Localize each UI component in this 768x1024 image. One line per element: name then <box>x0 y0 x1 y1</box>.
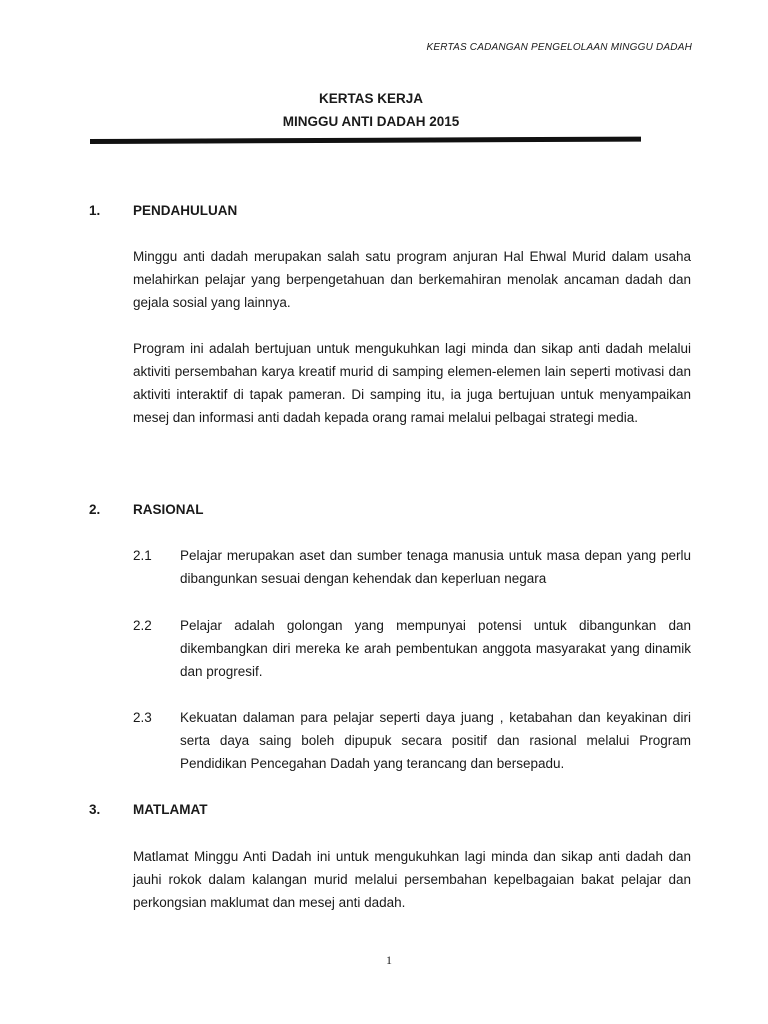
paragraph: Matlamat Minggu Anti Dadah ini untuk mengukuhkan lagi minda dan sikap anti dadah dan jauhi rokok dalam kalangan murid melalui persembahan kepelbagaian bakat pelajar dan perkongsian maklumat dan mesej anti dadah. <box>133 849 691 910</box>
item-text: Kekuatan dalaman para pelajar seperti daya juang , ketabahan dan keyakinan diri serta daya saing boleh dipupuk secara positif dan rasional melalui Program Pendidikan Pencegahan Dadah yang terancang dan bersepadu. <box>180 710 691 771</box>
item-text: Pelajar merupakan aset dan sumber tenaga manusia untuk masa depan yang perlu dibangunkan sesuai dengan kehendak dan keperluan negara <box>180 548 691 586</box>
section-title: MATLAMAT <box>133 802 208 817</box>
paragraph: Minggu anti dadah merupakan salah satu program anjuran Hal Ehwal Murid dalam usaha melahirkan pelajar yang berpengetahuan dan berkemahiran menolak ancaman dadah dan gejala sosial yang lainnya. <box>133 249 691 310</box>
item-text: Pelajar adalah golongan yang mempunyai potensi untuk dibangunkan dan dikembangkan diri mereka ke arah pembentukan anggota masyarakat yang dinamik dan progresif. <box>180 618 691 679</box>
paragraph: Program ini adalah bertujuan untuk mengukuhkan lagi minda dan sikap anti dadah melalui aktiviti persembahan karya kreatif murid di samping elemen-elemen lain seperti motivasi dan aktiviti interaktif di tapak pameran. Di samping itu, ia juga bertujuan untuk menyampaikan mesej dan informasi anti dadah kepada orang ramai melalui pelbagai strategi media. <box>133 341 691 425</box>
running-header: KERTAS CADANGAN PENGELOLAAN MINGGU DADAH <box>426 42 692 53</box>
item-number: 2.1 <box>133 548 152 563</box>
section-title: PENDAHULUAN <box>133 203 238 218</box>
item-number: 2.2 <box>133 618 152 633</box>
document-title: KERTAS KERJA <box>318 91 423 106</box>
title-block <box>0 87 768 133</box>
section-number: 2. <box>89 502 101 517</box>
section-number: 3. <box>89 802 101 817</box>
page-number: 1 <box>386 953 392 967</box>
item-number: 2.3 <box>133 710 152 725</box>
section-title: RASIONAL <box>133 502 204 517</box>
title-divider <box>90 137 641 144</box>
section-number: 1. <box>89 203 101 218</box>
document-subtitle: MINGGU ANTI DADAH 2015 <box>282 114 460 129</box>
